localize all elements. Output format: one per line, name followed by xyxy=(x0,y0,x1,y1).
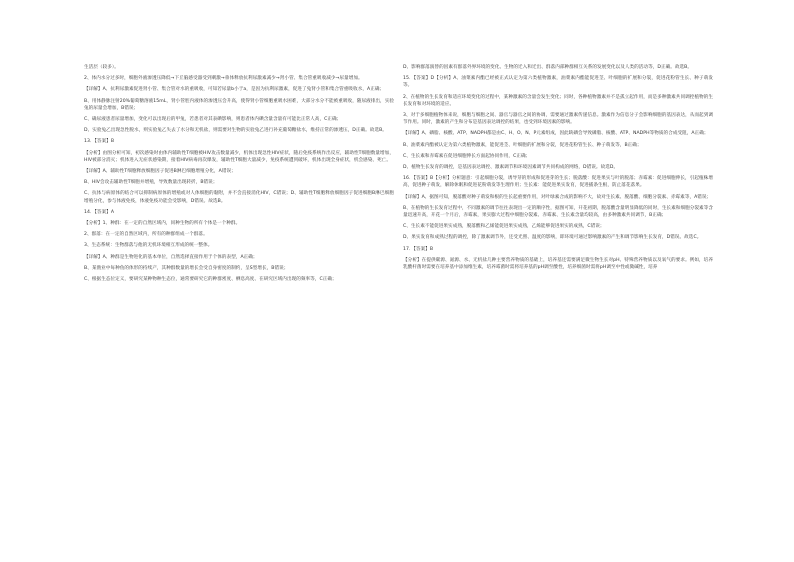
paragraph: 13．【答案】B xyxy=(84,139,115,145)
paragraph: 14．【答案】A xyxy=(84,209,115,215)
paragraph: 【分析】在提供碳源、氮源、水、无机盐几种主要营养物质的基础上，培养基还需要满足微生物生长对pH、特殊营养物质以及氧气的要求。例如，培养乳酸杆菌时需要在培养基中添加维生素，培养霉菌时需将培养基的pH调至酸性，培养细菌时需将pH调至中性或微碱性，培养 xyxy=(403,257,713,271)
paragraph: B、HIV会攻击辅助性T细胞并增殖，导致数量出现转折，B错误； xyxy=(84,180,218,186)
paragraph: C、确尿液患者尿量增加，变化可以出现后的甲兔，若患者对其表碘影响，则患者体内碘含量含量有可能比正常人高，C正确； xyxy=(84,117,342,123)
paragraph: 2、体内水分过多时，细胞外液渗透压降低→下丘脑感受器受到刺激→垂体释放抗利尿激素减少→肾小管、集合管重吸收减少→尿量增加。 xyxy=(84,76,363,82)
paragraph: 【分析】由图分析可知，初次感染时由体内辅助性T细胞被HIV攻击数量减少，机体出现急性HIV症状，随后免疫系统作出反应，辅助性T细胞数量增加，HIV被部分消灭；机体进入无症状感染期，接着HIV病毒再次爆发，辅助性T细胞大量减少，免疫系统遭到破坏，机体出现全身症状，机会感染、死亡。 xyxy=(84,150,394,163)
paragraph: 【详解】A、辅助性T细胞释放细胞因子促进B淋巴细胞增殖分化，A错误； xyxy=(84,169,236,175)
paragraph: 17．【答案】B xyxy=(403,246,434,252)
paragraph: 3、生态系统：生物群落与他的无机环境相互形成的统一整体。 xyxy=(84,243,213,249)
paragraph: B、某渔业中每种鱼的体形的持续产，其种群数量的增长会受自身密度的制约，呈S型增长，B错误； xyxy=(84,265,289,271)
paragraph: 3、对于多细胞植物体来说，细胞与细胞之间、器官与器官之间的协调，需要通过激素传递信息。激素作为信息分子会影响细胞的基因表达，从而起到调节作用。同时，激素的产生和分布是基因表达调控的结果，也受到环境因素的影响。 xyxy=(403,113,713,126)
paragraph: 16．【答案】B【分析】分析题意：引起细胞分裂，诱导芽的形成和促进芽的生长；脱落酸：促进果实与叶的脱落；赤霉素：促进细胞伸长，引起植株增高，促进种子萌发，解除休眠和促进花粉萌发等生理作用；生长素：能促进果实发育，促进插条生根，防止落花落果。 xyxy=(403,176,713,189)
left-column xyxy=(84,64,394,287)
paragraph: B、在植物的生长发育过程中，不同激素的调节往往表现出一定的顺序性，据图可知，开花初期，脱落酸含量明显降低的同时，生长素和细胞分裂素等含量迅速升高，开花一个月后，赤霉素，果实膨大过程中细胞分裂素、赤霉素、生长素含量均较高，由多种激素共同调节，B正确； xyxy=(403,205,713,219)
paragraph: D、影响群落演替的因素有群落外界环境的变化、生物的迁入和迁出、群落内部种群相互关系的发展变化以及人类的活动等，D正确。故选B。 xyxy=(403,65,693,70)
right-column xyxy=(403,64,713,275)
paragraph: 【分析】1、种群：在一定的自然区域内，同种生物的所有个体是一个种群。 xyxy=(84,221,241,227)
paragraph: C、生长素和赤霉素在促进细胞伸长方面起协同作用，C正确； xyxy=(403,153,531,159)
paragraph: C、根据生态位定义，要研究某种物种生态位，通常要研究它的种群密度、栖息高度、在研究区域内出现的频率等，C正确； xyxy=(84,277,337,283)
paragraph: B、用体静脉注射20%葡萄糖溶液15mL，肾小管腔内液体的渗透压会升高，使得肾小管细胞重吸水困难，大部分水分不能被重吸收，随尿液排出，实验兔的尿量会增加，B错误； xyxy=(84,98,394,111)
paragraph: 2、群落：在一定的自然区域内，所有的种群组成一个群落。 xyxy=(84,232,208,238)
paragraph: D、果实发育和成熟过程的调控，除了激素调节外，还受光照、温度的影响，即环境可通过影响激素的产生和调节影响生长发育，D错误。故选C。 xyxy=(403,235,702,241)
paragraph: 【详解】A、抗利尿激素促进肾小管、集合管对水的重吸收，可知若尿量b小于a，是因为抗利尿激素，促进了兔肾小管和集合管重吸收水，A正确； xyxy=(84,87,385,93)
paragraph: 2、在植物的生长发育和适应环境变化的过程中，某种激素的含量会发生变化；同时，各种植物激素并不是孤立起作用，而是多种激素共同调控植物的生长发育和对环境的适应。 xyxy=(403,94,713,107)
paragraph: 【详解】A、种群是生物进化的基本单位，自然选择直接作用于个体的表型，A正确； xyxy=(84,254,258,260)
paragraph: 15．【答案】D【分析】A、油菜素内酯已经被正式认定为第六类植物激素，油菜素内酯能促进茎、叶细胞的扩展和分裂，促进花粉管生长、种子萌发等。 xyxy=(403,76,713,89)
paragraph: D、实验兔乙出现急性脱水，则实验兔乙失去了水分和无机盐，则需要对生物的实验兔乙进行补充葡萄糖盐水，维持正常的渗透压，D正确。故选B。 xyxy=(84,128,387,134)
paragraph: D、植物生长发育的调控，是基因表达调控、激素调节和环境因素调节共同构成的网络，D错误。故选D。 xyxy=(403,165,619,171)
paragraph: 生活层（较多）。 xyxy=(84,65,119,70)
paragraph: C、生长素不能促进果实成熟，脱落酸和乙烯能促进果实成熟，乙烯能够促进果实的成熟，C错误； xyxy=(403,224,605,230)
paragraph: 【详解】A、据图可知，脱落酸对种子萌发和根的生长起重要作用，对叶绿素合成的影响不大，故对生长素、脱落酸、细胞分裂素、赤霉素等，A错误； xyxy=(403,194,712,200)
paragraph: 【详解】A、磷脂、核酸、ATP、NADPH都是由C、H、O、N、P元素组成，因此缺磷会导致磷脂、核酸、ATP、NADPH等物质的合成受阻，A正确； xyxy=(403,131,709,137)
paragraph: C、抗体与病原体的结合可以抑制病原体的增殖或对人体细胞的黏附，并不会直接消化HIV，C错误；D、辅助性T细胞释放细胞因子促进细胞B淋巴细胞增殖分化，参与体液免疫，体液免疫功能会受影响，D错误。故选B。 xyxy=(84,191,394,204)
paragraph: B、油菜素内酯被认定为第六类植物激素，能促进茎、叶细胞的扩展和分裂，促进花粉管生长、种子萌发等，B正确； xyxy=(403,142,642,148)
